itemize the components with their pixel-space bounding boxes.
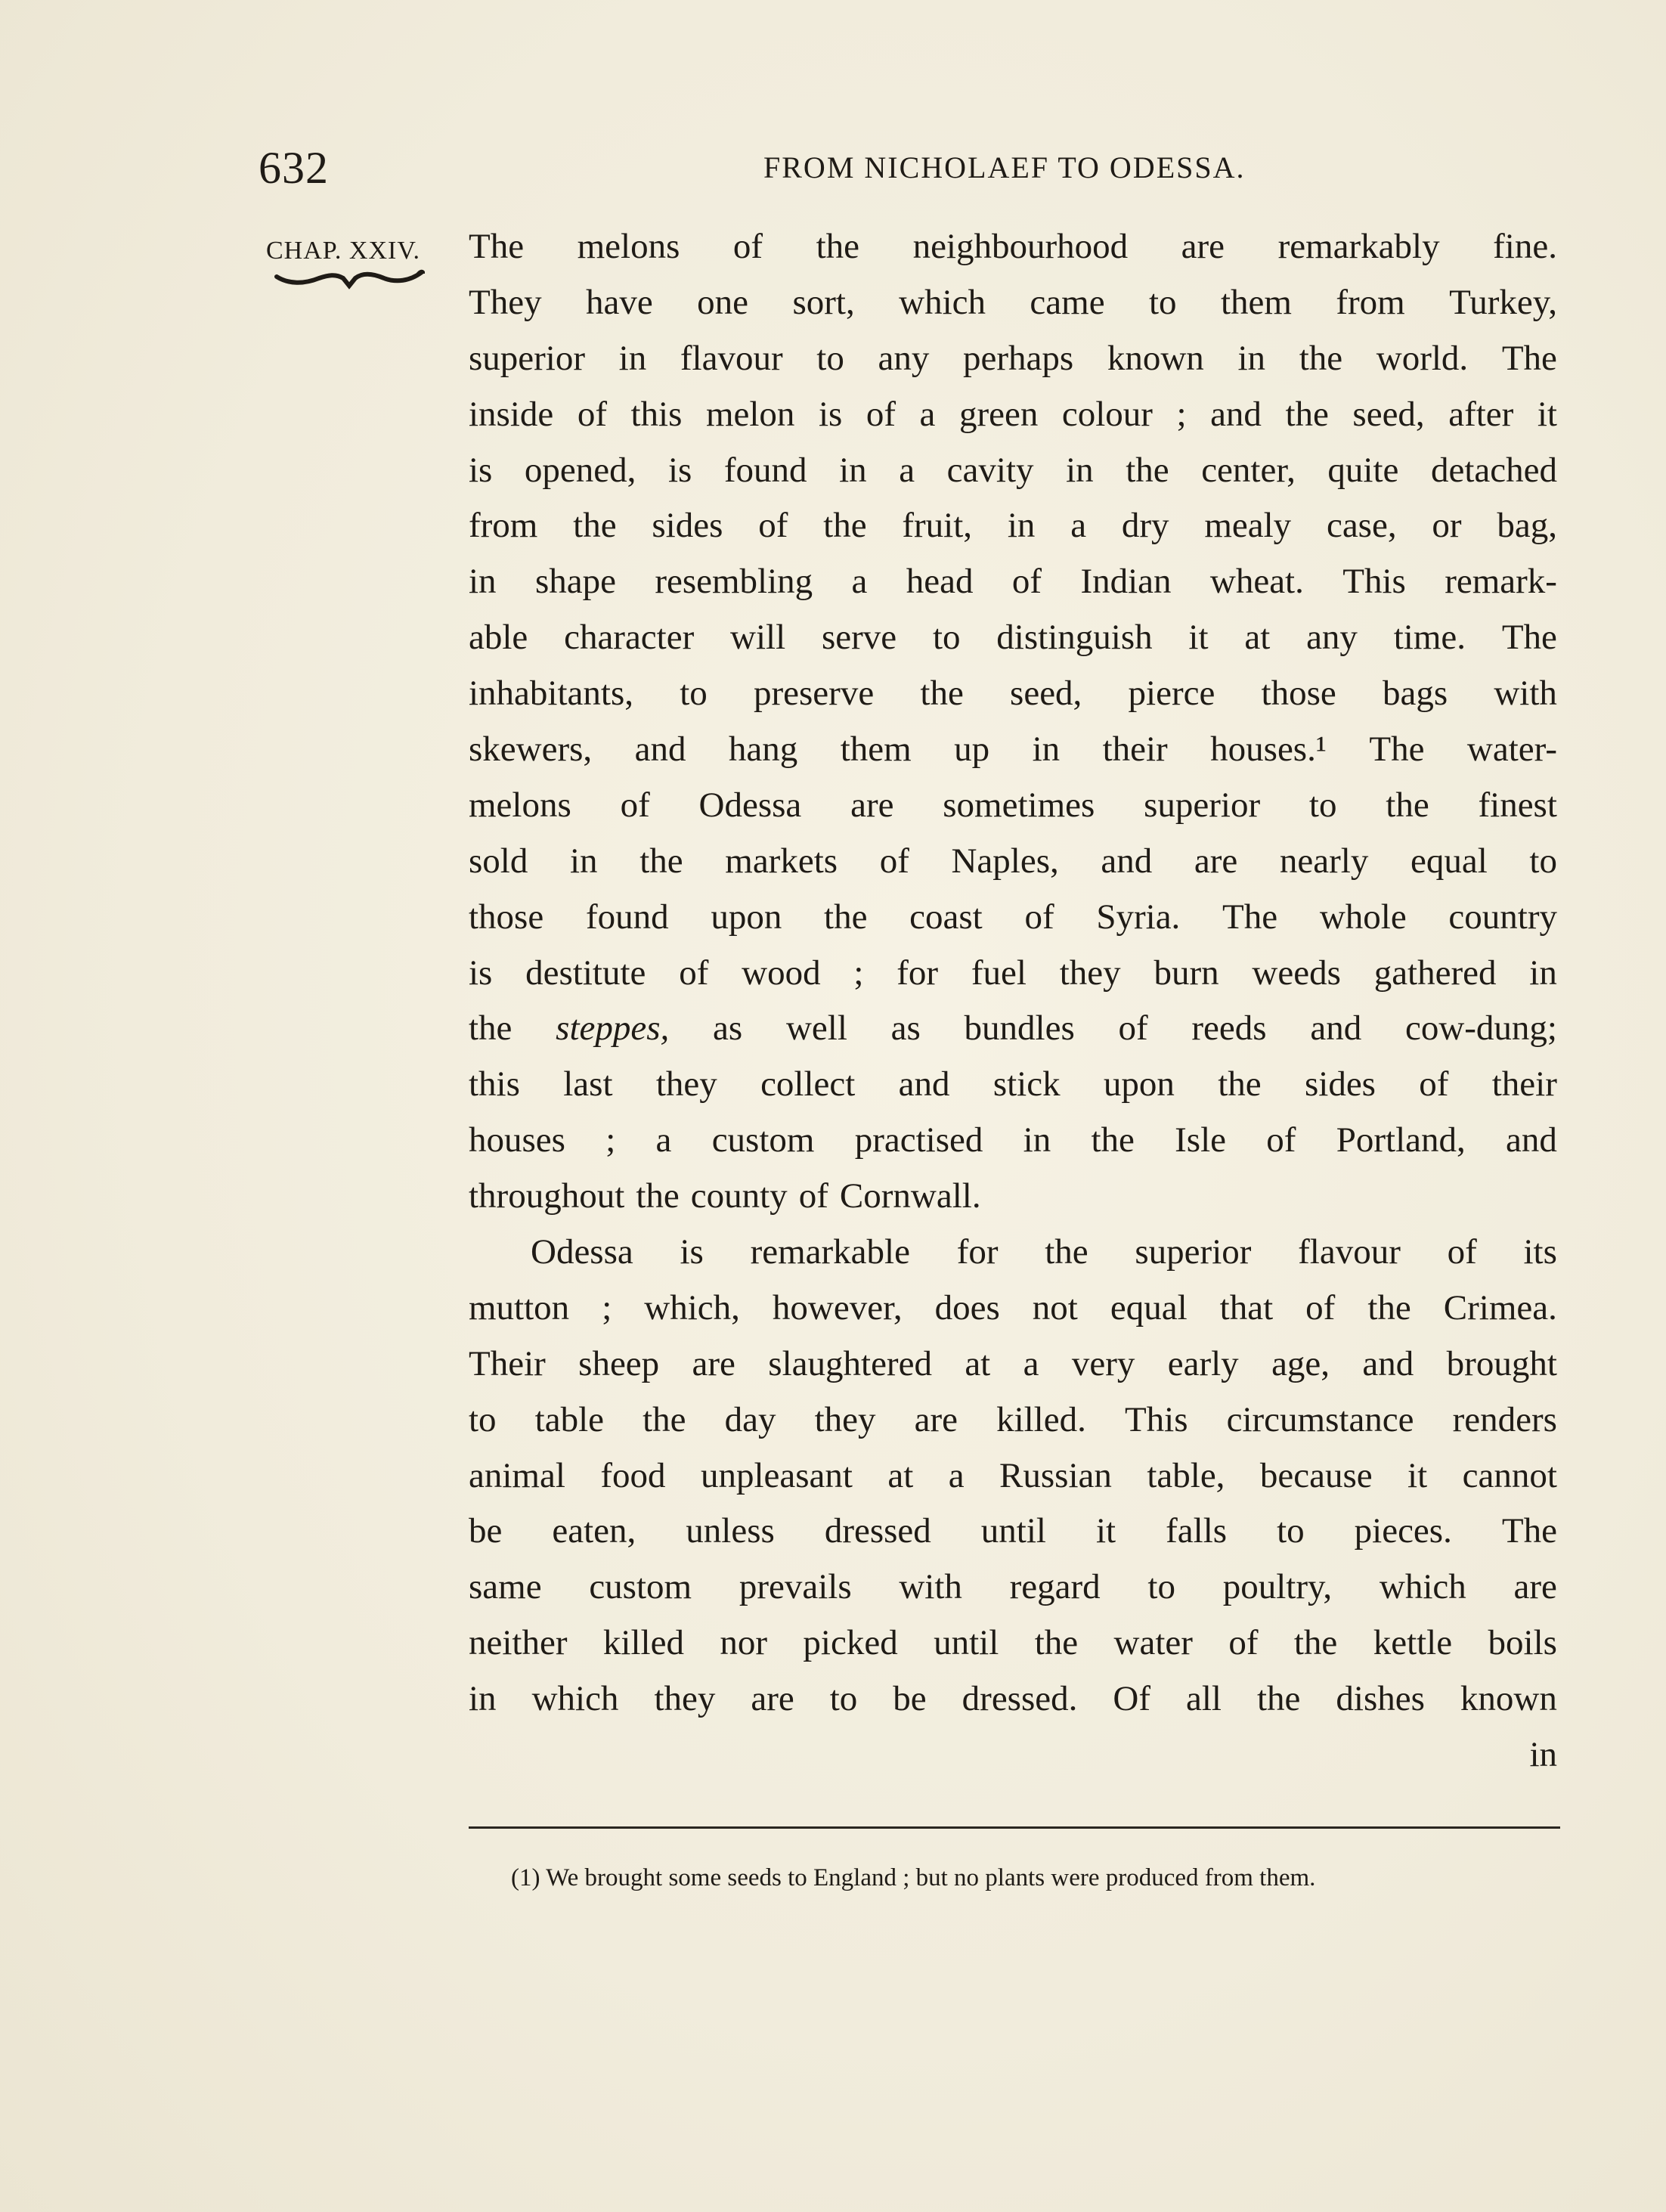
text-line: inside of this melon is of a green colour ; and the seed, after it <box>469 394 1557 434</box>
text-line: able character will serve to distinguish it at any time. The <box>469 618 1557 658</box>
text-line: be eaten, unless dressed until it falls to pieces. The <box>469 1511 1557 1551</box>
text-line: Their sheep are slaughtered at a very early age, and brought <box>469 1343 1557 1383</box>
chapter-label: CHAP. XXIV. <box>266 237 421 265</box>
text-line: same custom prevails with regard to poultry, which are <box>469 1567 1557 1607</box>
text-line: superior in flavour to any perhaps known in the world. The <box>469 338 1557 378</box>
text-line: They have one sort, which came to them from Turkey, <box>469 282 1557 322</box>
text-line: The melons of the neighbourhood are remarkably fine. <box>469 227 1557 266</box>
text-line: the steppes, as well as bundles of reeds and cow-dung; <box>469 1008 1557 1049</box>
text-line: neither killed nor picked until the water of the kettle boils <box>469 1623 1557 1663</box>
running-head: FROM NICHOLAEF TO ODESSA. <box>763 150 1246 184</box>
text-line: animal food unpleasant at a Russian table, because it cannot <box>469 1455 1557 1495</box>
text-line: is destitute of wood ; for fuel they burn weeds gathered in <box>469 953 1557 993</box>
text-line: Odessa is remarkable for the superior flavour of its <box>531 1232 1557 1272</box>
text-line: from the sides of the fruit, in a dry mealy case, or bag, <box>469 506 1557 546</box>
text-line: melons of Odessa are sometimes superior to the finest <box>469 785 1557 825</box>
text-line: inhabitants, to preserve the seed, pierce those bags with <box>469 674 1557 714</box>
text-line: in shape resembling a head of Indian wheat. This remark- <box>469 562 1557 602</box>
text-line: to table the day they are killed. This circumstance renders <box>469 1399 1557 1439</box>
text-line: skewers, and hang them up in their houses.¹ The water- <box>469 730 1557 770</box>
text-line: houses ; a custom practised in the Isle of Portland, and <box>469 1120 1557 1160</box>
text-line: sold in the markets of Naples, and are nearly equal to <box>469 841 1557 881</box>
text-line: is opened, is found in a cavity in the center, quite detached <box>469 450 1557 490</box>
text-line: those found upon the coast of Syria. The whole country <box>469 897 1557 937</box>
text-line: throughout the county of Cornwall. <box>469 1176 981 1216</box>
text-line: this last they collect and stick upon the sides of their <box>469 1064 1557 1104</box>
page-number: 632 <box>259 143 329 193</box>
body-text <box>469 219 1557 1783</box>
footnote: (1) We brought some seeds to England ; but no plants were produced from them. <box>511 1864 1316 1891</box>
text-line: in <box>1529 1735 1557 1775</box>
text-line: mutton ; which, however, does not equal that of the Crimea. <box>469 1287 1557 1328</box>
flourish-ornament-icon <box>274 266 425 296</box>
footnote-rule <box>469 1826 1560 1829</box>
text-line: in which they are to be dressed. Of all the dishes known <box>469 1679 1557 1719</box>
